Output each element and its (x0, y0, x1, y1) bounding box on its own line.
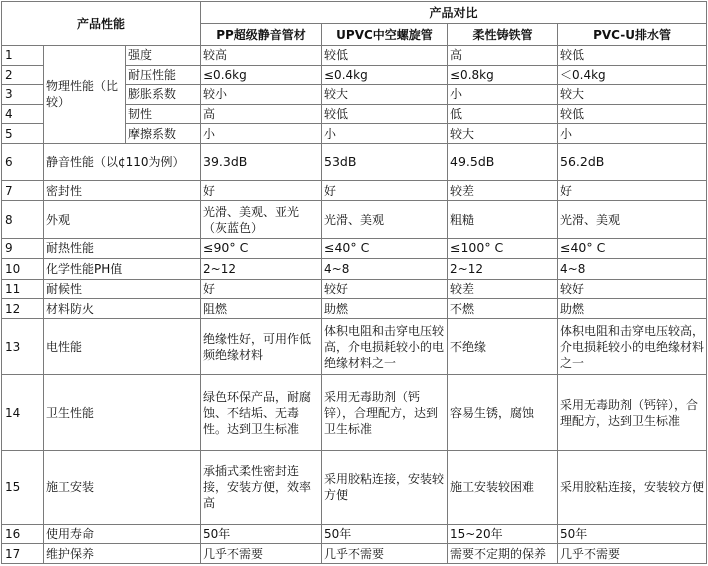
row-sub-label: 摩擦系数 (126, 124, 201, 144)
cell-upvc: 采用无毒助剂（钙锌），合理配方，达到卫生标准 (322, 375, 448, 450)
row-label: 耐候性 (44, 279, 201, 299)
cell-pp: 2~12 (201, 259, 322, 280)
cell-pp: ≤0.6kg (201, 65, 322, 85)
row-number: 3 (2, 85, 44, 105)
cell-pvcu: 较低 (558, 46, 707, 66)
cell-cast-iron: 粗糙 (448, 201, 558, 238)
cell-pvcu: 采用胶粘连接，安装较方便 (558, 450, 707, 524)
physical-group-label: 物理性能（比较） (44, 46, 126, 144)
cell-upvc: 较低 (322, 46, 448, 66)
row-number: 16 (2, 524, 44, 544)
table-row (2, 544, 707, 564)
cell-pp: 绝缘性好，可用作低频绝缘材料 (201, 318, 322, 375)
cell-pp: 光滑、美观、亚光（灰蓝色） (201, 201, 322, 238)
row-label: 卫生性能 (44, 375, 201, 450)
cell-pvcu: 小 (558, 124, 707, 144)
row-label: 施工安装 (44, 450, 201, 524)
cell-pp: 39.3dB (201, 143, 322, 180)
table-row (2, 201, 707, 238)
cell-cast-iron: 不燃 (448, 299, 558, 319)
cell-upvc: 好 (322, 180, 448, 201)
row-number: 12 (2, 299, 44, 319)
product-comparison-table (1, 1, 707, 564)
cell-pvcu: 采用无毒助剂（钙锌），合理配方，达到卫生标准 (558, 375, 707, 450)
cell-cast-iron: 较差 (448, 279, 558, 299)
cell-upvc: 较低 (322, 104, 448, 124)
table-row (2, 143, 707, 180)
cell-upvc: 几乎不需要 (322, 544, 448, 564)
header-product-cast-iron: 柔性铸铁管 (448, 24, 558, 46)
cell-upvc: 较大 (322, 85, 448, 105)
cell-upvc: 53dB (322, 143, 448, 180)
row-sub-label: 韧性 (126, 104, 201, 124)
cell-upvc: 助燃 (322, 299, 448, 319)
table-row (2, 238, 707, 259)
cell-cast-iron: 高 (448, 46, 558, 66)
row-number: 6 (2, 143, 44, 180)
row-number: 4 (2, 104, 44, 124)
cell-upvc: ≤0.4kg (322, 65, 448, 85)
cell-pvcu: 体积电阻和击穿电压较高，介电损耗较小的电绝缘材料之一 (558, 318, 707, 375)
table-row (2, 524, 707, 544)
cell-pp: 较高 (201, 46, 322, 66)
cell-cast-iron: 较大 (448, 124, 558, 144)
row-label: 材料防火 (44, 299, 201, 319)
table-row (2, 279, 707, 299)
row-number: 10 (2, 259, 44, 280)
cell-upvc: 较好 (322, 279, 448, 299)
cell-pp: 承插式柔性密封连接，安装方便，效率高 (201, 450, 322, 524)
cell-cast-iron: 较差 (448, 180, 558, 201)
cell-cast-iron: 施工安装较困难 (448, 450, 558, 524)
cell-pvcu: 助燃 (558, 299, 707, 319)
table-row (2, 259, 707, 280)
header-comparison: 产品对比 (201, 2, 707, 24)
row-sub-label: 耐压性能 (126, 65, 201, 85)
row-number: 15 (2, 450, 44, 524)
row-number: 17 (2, 544, 44, 564)
cell-pp: 好 (201, 279, 322, 299)
row-number: 2 (2, 65, 44, 85)
row-number: 7 (2, 180, 44, 201)
row-number: 11 (2, 279, 44, 299)
cell-pvcu: ≤40° C (558, 238, 707, 259)
row-number: 1 (2, 46, 44, 66)
row-number: 5 (2, 124, 44, 144)
cell-pp: 较小 (201, 85, 322, 105)
cell-pvcu: 好 (558, 180, 707, 201)
cell-cast-iron: 不绝缘 (448, 318, 558, 375)
cell-cast-iron: ≤0.8kg (448, 65, 558, 85)
header-product-upvc: UPVC中空螺旋管 (322, 24, 448, 46)
row-label: 使用寿命 (44, 524, 201, 544)
cell-pvcu: 56.2dB (558, 143, 707, 180)
cell-upvc: ≤40° C (322, 238, 448, 259)
row-label: 维护保养 (44, 544, 201, 564)
cell-upvc: 光滑、美观 (322, 201, 448, 238)
cell-cast-iron: 需要不定期的保养 (448, 544, 558, 564)
cell-upvc: 4~8 (322, 259, 448, 280)
table-row (2, 46, 707, 66)
cell-cast-iron: 49.5dB (448, 143, 558, 180)
cell-pp: 绿色环保产品，耐腐蚀、不结垢、无毒性。达到卫生标准 (201, 375, 322, 450)
row-sub-label: 膨胀系数 (126, 85, 201, 105)
cell-pp: 几乎不需要 (201, 544, 322, 564)
cell-pp: 50年 (201, 524, 322, 544)
cell-upvc: 小 (322, 124, 448, 144)
row-label: 静音性能（以¢110为例） (44, 143, 201, 180)
cell-cast-iron: 2~12 (448, 259, 558, 280)
row-label: 密封性 (44, 180, 201, 201)
row-number: 9 (2, 238, 44, 259)
cell-pvcu: 光滑、美观 (558, 201, 707, 238)
cell-pvcu: 较大 (558, 85, 707, 105)
cell-pp: 高 (201, 104, 322, 124)
row-number: 13 (2, 318, 44, 375)
cell-cast-iron: ≤100° C (448, 238, 558, 259)
table-row (2, 180, 707, 201)
header-product-pvcu: PVC-U排水管 (558, 24, 707, 46)
cell-upvc: 50年 (322, 524, 448, 544)
cell-pp: 阻燃 (201, 299, 322, 319)
cell-pp: 好 (201, 180, 322, 201)
cell-pvcu: ＜0.4kg (558, 65, 707, 85)
cell-pvcu: 4~8 (558, 259, 707, 280)
header-product-pp: PP超级静音管材 (201, 24, 322, 46)
table-row (2, 318, 707, 375)
cell-pvcu: 较好 (558, 279, 707, 299)
cell-pp: 小 (201, 124, 322, 144)
row-label: 耐热性能 (44, 238, 201, 259)
cell-cast-iron: 小 (448, 85, 558, 105)
cell-pp: ≤90° C (201, 238, 322, 259)
cell-cast-iron: 低 (448, 104, 558, 124)
row-label: 电性能 (44, 318, 201, 375)
row-label: 外观 (44, 201, 201, 238)
cell-cast-iron: 容易生锈，腐蚀 (448, 375, 558, 450)
row-number: 8 (2, 201, 44, 238)
cell-pvcu: 50年 (558, 524, 707, 544)
table-row (2, 450, 707, 524)
cell-pvcu: 较低 (558, 104, 707, 124)
row-number: 14 (2, 375, 44, 450)
table-row (2, 375, 707, 450)
header-property: 产品性能 (2, 2, 201, 46)
cell-upvc: 体积电阻和击穿电压较高，介电损耗较小的电绝缘材料之一 (322, 318, 448, 375)
cell-cast-iron: 15~20年 (448, 524, 558, 544)
table-row (2, 299, 707, 319)
cell-upvc: 采用胶粘连接，安装较方便 (322, 450, 448, 524)
cell-pvcu: 几乎不需要 (558, 544, 707, 564)
row-sub-label: 强度 (126, 46, 201, 66)
row-label: 化学性能PH值 (44, 259, 201, 280)
